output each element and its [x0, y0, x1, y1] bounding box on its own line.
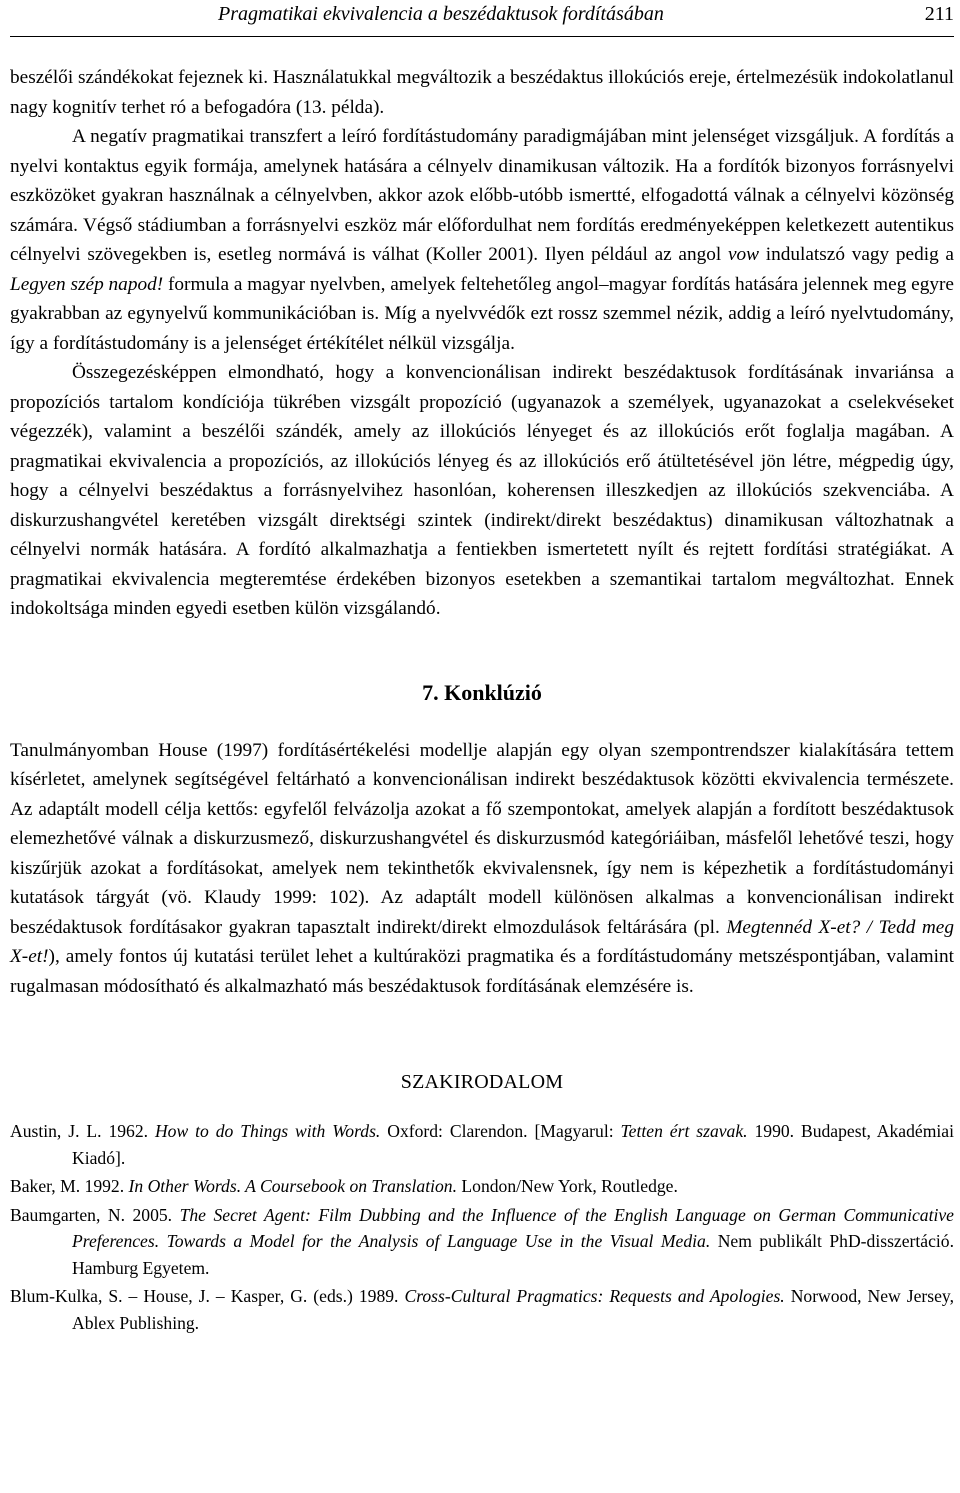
section-title: 7. Konklúzió	[422, 679, 542, 705]
paragraph-negative-transfer	[10, 122, 954, 358]
text-run: ), amely fontos új kutatási terület lehet a kultúraközi pragmatika és a fordítástudomány metszéspontjában, valamint rugalmasan módosítható és alkalmazható más beszédaktusok fordításának elemzésére is.	[10, 946, 954, 997]
reference-entry	[10, 1173, 954, 1200]
paragraph-summary: Összegezésképpen elmondható, hogy a konvencionálisan indirekt beszédaktusok fordításának invariánsa a propozíciós tartalom kondíciója tükrében vizsgált propozíció (ugyanazok a személyek, ugyanazokat a cselekvéseket végezzék), valamint a beszélői szándék, amely az illokúciós lényeget és az illokúciós erőt foglalja magában. A pragmatikai ekvivalencia a propozíciós, az illokúciós lényeg és az illokúciós erő átültetésével jön létre, mégpedig úgy, hogy a célnyelvi beszédaktus a forrásnyelvihez hasonlóan, koherensen illeszkedjen az illokúciós szekvenciába. A diskurzushangvétel keretében vizsgált direktségi szintek (indirekt/direkt beszédaktus) dinamikusan változhatnak a célnyelvi normák hatására. A fordító alkalmazhatja a fentiekben ismertetett nyílt és rejtett fordítási stratégiákat. A pragmatikai ekvivalencia megteremtése érdekében bizonyos esetekben a szemantikai tartalom megváltozhat. Ennek indokoltsága minden egyedi esetben külön vizsgálandó.	[10, 362, 954, 619]
running-header	[10, 0, 954, 37]
text-run: Blum-Kulka, S. – House, J. – Kasper, G. (eds.) 1989.	[10, 1286, 405, 1306]
text-run: indulatszó vagy pedig a	[759, 244, 954, 265]
reference-entry	[10, 1283, 954, 1336]
reference-title: Cross-Cultural Pragmatics: Requests and Apologies.	[404, 1286, 785, 1306]
text-run: Baumgarten, N. 2005.	[10, 1204, 180, 1225]
text-run: 1990. Budapest, Akadémiai Kiadó].	[72, 1121, 954, 1168]
reference-title: How to do Things with Words.	[154, 1121, 381, 1141]
italic-term: Legyen szép napod!	[10, 273, 164, 295]
text-run: formula a magyar nyelvben, amelyek feltehetőleg angol–magyar fordítás hatására jelennek meg egyre gyakrabban az egynyelvű kommunikációban is. Míg a nyelvvédők ezt rossz szemmel nézik, addig a leíró nyelvtudomány, így a fordítástudomány is a jelenséget értékítélet nélkül vizsgálja.	[10, 273, 954, 354]
reference-title: Tetten ért szavak.	[620, 1121, 748, 1141]
running-title: Pragmatikai ekvivalencia a beszédaktusok fordításában	[218, 3, 664, 25]
text-run: Norwood, New Jersey, Ablex Publishing.	[72, 1286, 954, 1333]
references-heading: SZAKIRODALOM	[400, 1071, 564, 1093]
reference-title: The Secret Agent: Film Dubbing and the Influence of the English Language on German Communicative Preferences. Towards a Model for the Analysis of Language Use in the Visual Media.	[72, 1204, 954, 1251]
reference-entry	[10, 1118, 954, 1171]
paragraph-continued: beszélői szándékokat fejeznek ki. Használatukkal megváltozik a beszédaktus illokúciós ereje, értelmezésük indokolatlanul nagy kognitív terhet ró a befogadóra (13. példa).	[10, 67, 954, 118]
text-run: Baker, M. 1992.	[10, 1176, 129, 1196]
reference-entry	[10, 1202, 954, 1282]
text-run: Tanulmányomban House (1997) fordításértékelési modellje alapján egy olyan szempontrendszer kialakítására tettem kísérletet, amelynek segítségével feltárható a konvencionálisan indirekt beszédaktusok közötti ekvivalencia természete. Az adaptált modell célja kettős: egyfelől felvázolja azokat a fő szempontokat, amelyek alapján a fordított beszédaktusok elemezhetővé válnak a diskurzusmező, diskurzushangvétel és diskurzusmód kategóriáiban, másfelől lehetővé teszi, hogy kiszűrjük azokat a fordításokat, amelyek nem tekinthetők ekvivalensnek, így nem is képezhetik a fordítástudományi kutatások tárgyát (vö. Klaudy 1999: 102). Az adaptált modell különösen alkalmas a konvencionálisan indirekt beszédaktusok fordításakor gyakran tapasztalt indirekt/direkt elmozdulások feltárására (pl.	[10, 739, 954, 938]
text-run: Austin, J. L. 1962.	[10, 1121, 155, 1141]
page	[10, 0, 954, 1338]
reference-title: In Other Words. A Coursebook on Translation.	[128, 1176, 457, 1196]
italic-example: Megtennéd X-et? / Tedd meg X-et!	[10, 916, 954, 967]
text-run: Oxford: Clarendon. [Magyarul:	[380, 1121, 621, 1141]
section-heading-conclusion	[10, 678, 954, 708]
paragraph-conclusion	[10, 736, 954, 1002]
text-run: Nem publikált PhD-disszertáció. Hamburg Egyetem.	[72, 1231, 954, 1278]
page-number: 211	[924, 3, 954, 25]
text-run: A negatív pragmatikai transzfert a leíró fordítástudomány paradigmájában mint jelenséget vizsgáljuk. A fordítás a nyelvi kontaktus egyik formája, amelynek hatására a célnyelv dinamikusan változik. Ha a fordítók bizonyos forrásnyelvi eszközöket gyakran használnak a célnyelvben, akkor azok előbb-utóbb ismertté, elfogadottá válnak a célnyelvi közönség számára. Végső stádiumban a forrásnyelvi eszköz már előfordulhat nem fordítás eredményeképpen keletkezett autentikus célnyelvi szövegekben is, esetleg normává is válhat (Koller 2001). Ilyen például az angol	[10, 126, 954, 265]
text-run: London/New York, Routledge.	[457, 1176, 678, 1196]
italic-term: vow	[727, 244, 760, 265]
